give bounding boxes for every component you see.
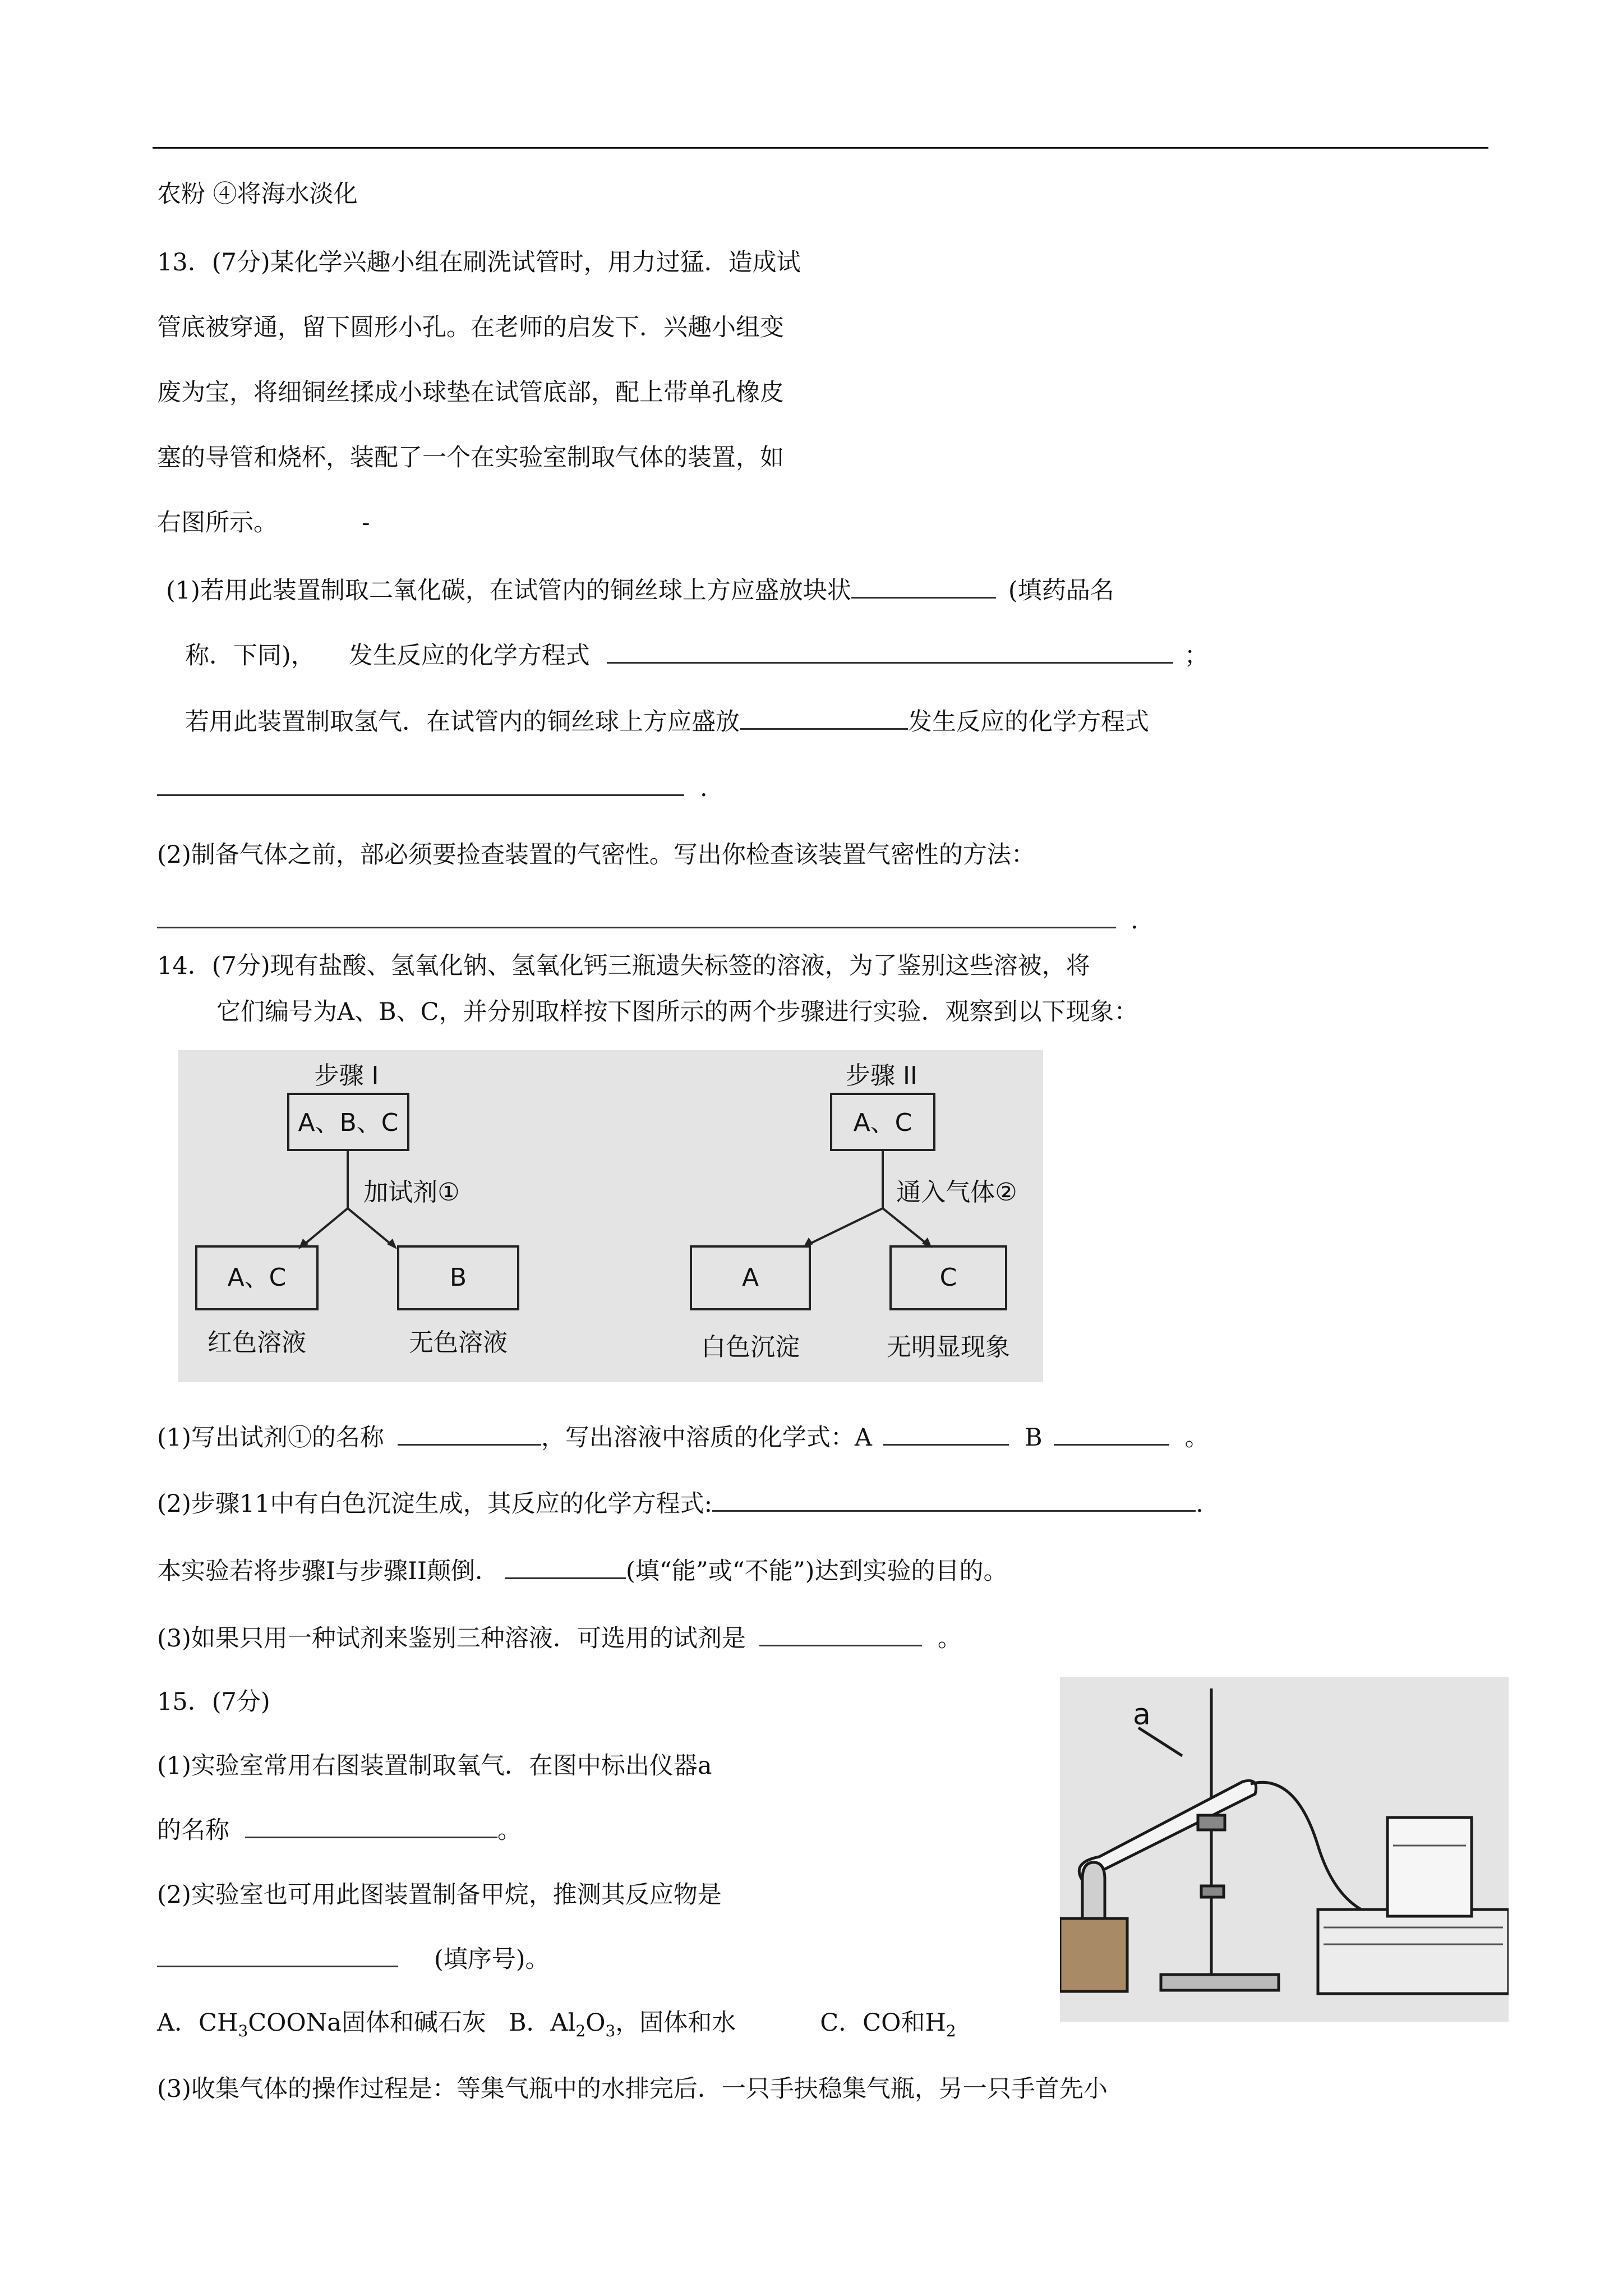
option-b: B．$Al_2O_3$，固体和水 <box>508 2009 736 2040</box>
stand-ring-clamp <box>1201 1886 1224 1897</box>
text-line: . <box>157 772 708 804</box>
question-15-part-2: (2)实验室也可用此图装置制备甲烷，推测其反应物是 <box>157 1881 722 1909</box>
water-trough <box>1318 1910 1509 1994</box>
answer-blank[interactable] <box>1054 1421 1169 1446</box>
answer-blank[interactable] <box>505 1555 626 1579</box>
text-line: 塞的导管和烧杯，装配了一个在实验室制取气体的装置，如 <box>157 444 784 472</box>
text-line: 本实验若将步骤I与步骤II颠倒． (填“能”或“不能”)达到实验的目的。 <box>157 1555 1007 1587</box>
text-line: (填序号)。 <box>157 1943 550 1975</box>
option-a: A．$CH_3COONa$固体和碱石灰 <box>157 2009 486 2040</box>
answer-blank[interactable] <box>851 574 996 599</box>
stand-base <box>1161 1975 1279 1990</box>
option-c: C．CO和$H_2$ <box>820 2009 956 2040</box>
question-14-part-1: (1)写出试剂①的名称 ，写出溶液中溶质的化学式：A B 。 <box>157 1421 1209 1453</box>
step1-left-box-label: A、C <box>227 1263 287 1292</box>
question-14-title: 14．(7分)现有盐酸、氢氧化钠、氢氧化钙三瓶遗失标签的溶液，为了鉴别这些溶被，将 <box>157 952 1090 980</box>
oxygen-apparatus-figure <box>1060 1677 1509 2022</box>
answer-blank[interactable] <box>398 1421 541 1446</box>
step1-box-label: A、B、C <box>298 1108 399 1137</box>
question-13-title: 13．(7分)某化学兴趣小组在刷洗试管时，用力过猛．造成试 <box>157 249 801 277</box>
step1-right-result: 无色溶液 <box>409 1328 508 1357</box>
step2-left-result: 白色沉淀 <box>701 1333 800 1361</box>
header-rule <box>153 147 1488 149</box>
text-line: 废为宝，将细铜丝揉成小球垫在试管底部，配上带单孔橡皮 <box>157 379 784 407</box>
question-14-part-3: (3)如果只用一种试剂来鉴别三种溶液．可选用的试剂是 。 <box>157 1622 962 1654</box>
text-line: 称．下同)， 发生反应的化学方程式 ； <box>185 639 1209 671</box>
text-line: 若用此装置制取氢气．在试管内的铜丝球上方应盛放 发生反应的化学方程式 <box>185 706 1149 738</box>
answer-blank[interactable] <box>607 639 1173 664</box>
answer-blank[interactable] <box>157 772 684 796</box>
text-line: 管底被穿通，留下圆形小孔。在老师的启发下．兴趣小组变 <box>157 314 784 342</box>
text-line: 农粉 ④将海水淡化 <box>157 180 358 208</box>
answer-blank[interactable] <box>883 1421 1009 1446</box>
answer-blank[interactable] <box>157 1943 398 1967</box>
text-line: . <box>157 904 1138 936</box>
step2-title: 步骤 II <box>846 1061 917 1090</box>
answer-blank[interactable] <box>740 706 908 730</box>
question-14-part-2: (2)步骤11中有白色沉淀生成，其反应的化学方程式: . <box>157 1488 1204 1520</box>
alcohol-lamp <box>1082 1862 1105 1918</box>
experiment-flowchart <box>178 1050 1043 1382</box>
question-13-part-1: (1)若用此装置制取二氧化碳，在试管内的铜丝球上方应盛放块状 (填药品名 <box>166 574 1114 606</box>
step1-title: 步骤 I <box>314 1061 379 1090</box>
step2-reagent-label: 通入气体② <box>896 1178 1017 1207</box>
label-a: a <box>1133 1698 1151 1732</box>
step2-box-label: A、C <box>853 1108 912 1137</box>
text-line: 右图所示。 - <box>157 509 370 537</box>
lamp-block <box>1060 1918 1127 1991</box>
answer-blank[interactable] <box>759 1622 922 1646</box>
step2-right-result: 无明显现象 <box>887 1333 1010 1361</box>
answer-blank[interactable] <box>157 904 1116 928</box>
step1-reagent-label: 加试剂① <box>363 1178 460 1207</box>
answer-blank[interactable] <box>245 1814 497 1838</box>
question-15-title: 15．(7分) <box>157 1688 270 1716</box>
text-line: 它们编号为A、B、C，并分别取样按下图所示的两个步骤进行实验．观察到以下现象： <box>216 998 1138 1026</box>
question-15-part-1: (1)实验室常用右图装置制取氧气．在图中标出仪器a <box>157 1752 712 1780</box>
text-line: 的名称 。 <box>157 1814 522 1846</box>
gas-collecting-bottle <box>1387 1818 1472 1916</box>
stand-clamp <box>1198 1815 1225 1830</box>
question-13-part-2: (2)制备气体之前，部必须要捡查装置的气密性。写出你检查该装置气密性的方法： <box>157 841 1035 869</box>
step2-right-box-label: C <box>939 1263 957 1292</box>
step1-left-result: 红色溶液 <box>208 1328 306 1357</box>
step1-right-box-label: B <box>449 1263 467 1292</box>
step2-left-box-label: A <box>741 1263 759 1292</box>
question-15-options <box>157 2007 956 2047</box>
question-15-part-3: (3)收集气体的操作过程是：等集气瓶中的水排完后．一只手扶稳集气瓶，另一只手首先小 <box>157 2075 1108 2103</box>
answer-blank[interactable] <box>712 1488 1196 1512</box>
